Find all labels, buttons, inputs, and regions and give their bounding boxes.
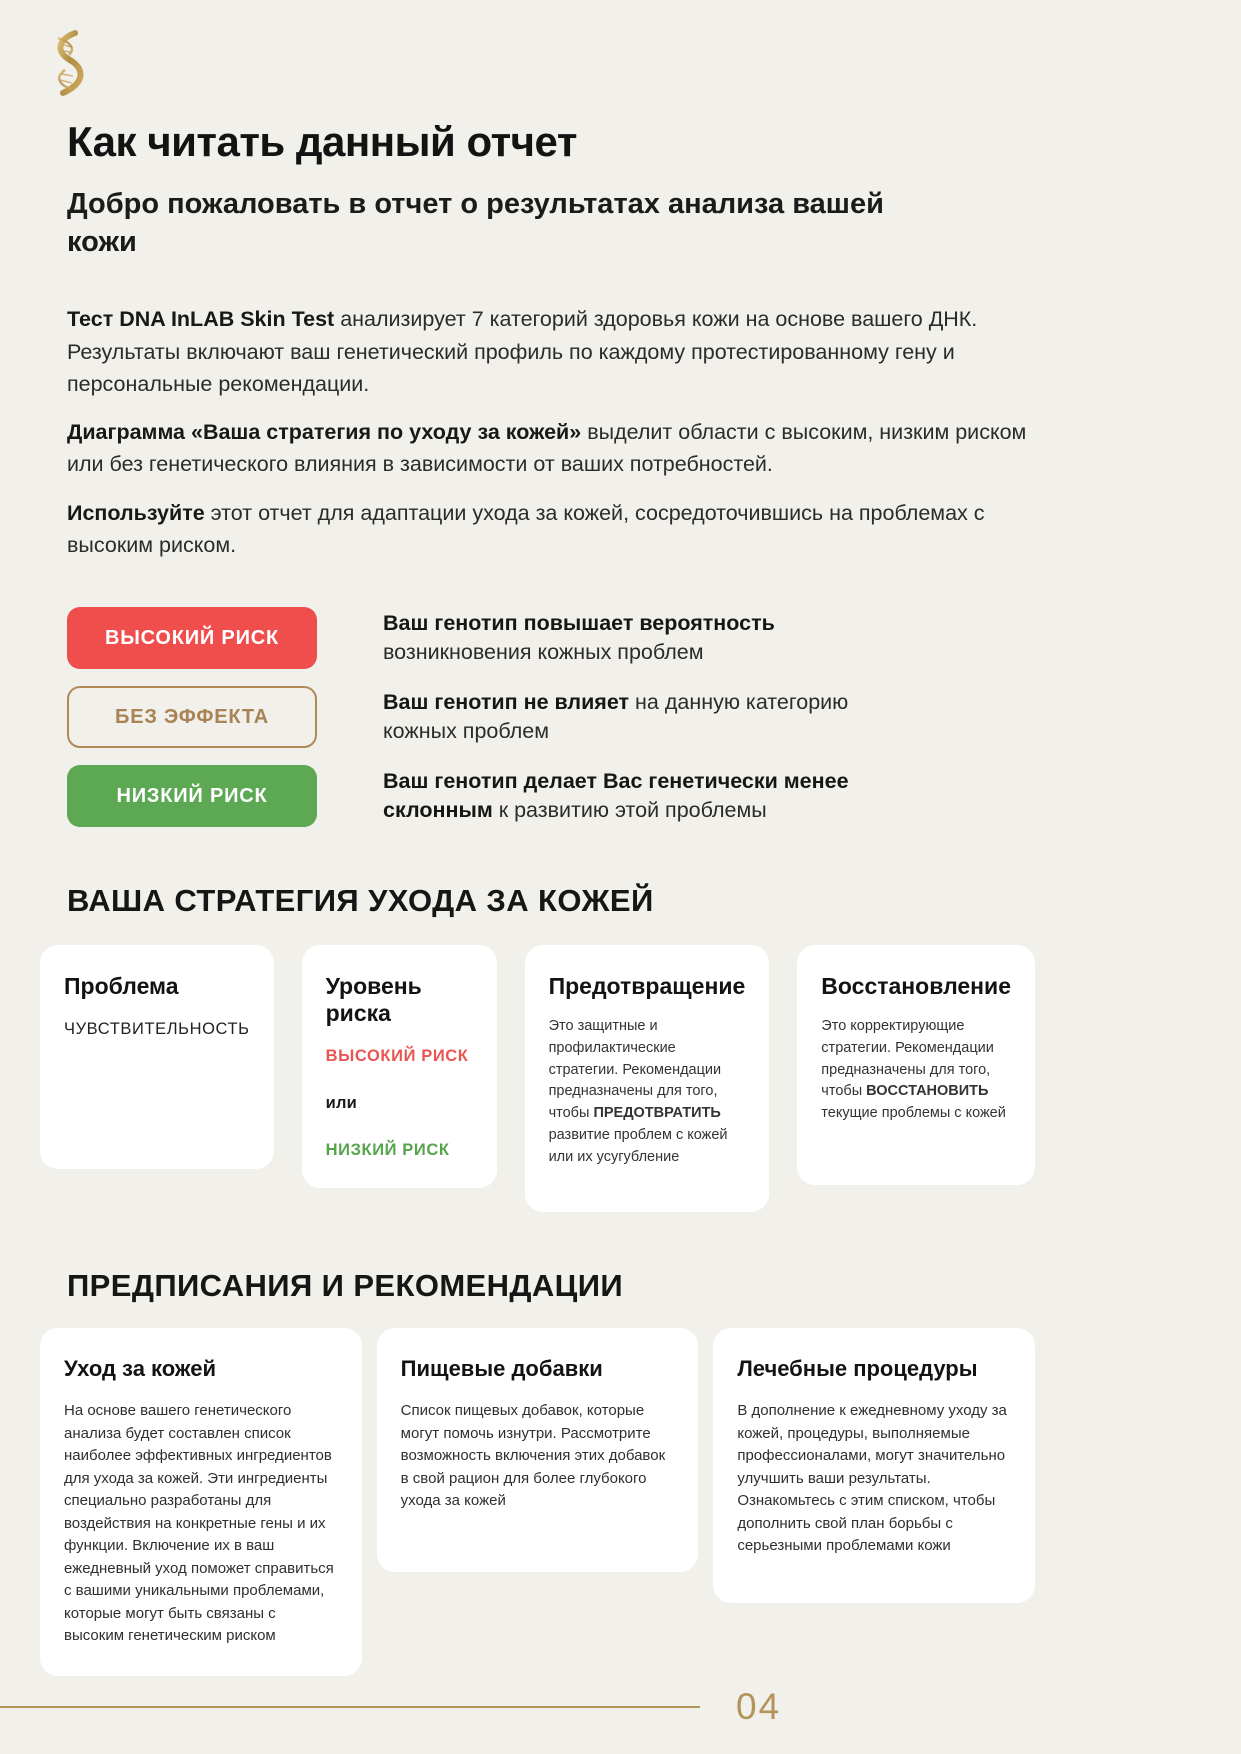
prescription-card-skincare-title: Уход за кожей: [64, 1356, 216, 1382]
prescription-card-skincare: [40, 1328, 362, 1676]
intro-paragraph-2-lead: Диаграмма «Ваша стратегия по уходу за кожей»: [67, 420, 582, 445]
prescription-card-supplements-title: Пищевые добавки: [400, 1356, 603, 1382]
strategy-card-problem: [40, 945, 274, 1169]
intro-paragraph-1: Тест DNA InLAB Skin Test анализирует 7 категорий здоровья кожи на основе вашего ДНК. Результаты включают ваш генетический профиль по каждому протестированному гену и персональные рекомендации.: [67, 307, 978, 396]
intro-paragraph-3-lead: Используйте: [67, 500, 205, 525]
prescription-card-treatments-body: В дополнение к ежедневному уходу за кожей, процедуры, выполняемые профессионалами, могут значительно улучшить ваши результаты. Ознакомьтесь с этим списком, чтобы дополнить свой план борьбы с серьезными проблемами кожи: [737, 1402, 1007, 1555]
strategy-card-risk-title: Уровень риска: [325, 973, 422, 1027]
strategy-section-heading: ВАША СТРАТЕГИЯ УХОДА ЗА КОЖЕЙ: [67, 883, 654, 919]
strategy-cards: [40, 945, 1035, 1212]
prescription-card-skincare-body: На основе вашего генетического анализа будет составлен список наиболее эффективных ингредиентов для ухода за кожей. Эти ингредиенты специально разработаны для воздействия на конкретные гены и их функции. Включение их в ваш ежедневный уход поможет справиться с вашими уникальными проблемами, которые могут быть связаны с высоким генетическим риском: [64, 1402, 334, 1645]
intro-paragraph-1-lead: Тест DNA InLAB Skin Test: [67, 307, 335, 332]
prescription-card-supplements-body: Список пищевых добавок, которые могут помочь изнутри. Рассмотрите возможность включения этих добавок в свой рацион для более глубокого ухода за кожей: [400, 1402, 666, 1510]
legend-row-no-effect: [67, 686, 1201, 748]
strategy-card-restoration-body: Это корректирующие стратегии. Рекомендации предназначены для того, чтобы ВОССТАНОВИТЬ текущие проблемы с кожей: [821, 1018, 1006, 1122]
page-subtitle: Добро пожаловать в отчет о результатах анализа вашей кожи: [67, 188, 884, 258]
risk-level-low-label: НИЗКИЙ РИСК: [325, 1141, 450, 1160]
strategy-card-restoration-title: Восстановление: [821, 973, 1011, 1000]
strategy-card-problem-value: ЧУВСТВИТЕЛЬНОСТЬ: [64, 1020, 250, 1039]
low-risk-badge: НИЗКИЙ РИСК: [67, 765, 317, 827]
prescription-card-treatments-title: Лечебные процедуры: [737, 1356, 978, 1382]
prescription-card-supplements: [377, 1328, 699, 1572]
risk-legend: [67, 607, 1201, 827]
high-risk-description: Ваш генотип повышает вероятность возникновения кожных проблем: [383, 611, 775, 665]
strategy-card-risk-level: [302, 945, 497, 1188]
dna-helix-logo-icon: [44, 30, 90, 96]
risk-level-or-label: или: [325, 1094, 357, 1113]
strategy-card-problem-title: Проблема: [64, 973, 179, 1000]
legend-row-low-risk: [67, 765, 1201, 827]
footer-divider: [0, 1706, 700, 1708]
strategy-card-prevention: [525, 945, 770, 1212]
no-effect-description: Ваш генотип не влияет на данную категорию кожных проблем: [383, 690, 849, 744]
no-effect-badge: БЕЗ ЭФФЕКТА: [67, 686, 317, 748]
strategy-card-prevention-body: Это защитные и профилактические стратегии. Рекомендации предназначены для того, чтобы ПРЕДОТВРАТИТЬ развитие проблем с кожей или их усугубление: [548, 1018, 728, 1165]
intro-paragraph-2: Диаграмма «Ваша стратегия по уходу за кожей» выделит области с высоким, низким риском или без генетического влияния в зависимости от ваших потребностей.: [67, 420, 1027, 477]
page-number: 04: [736, 1686, 782, 1727]
page-title: Как читать данный отчет: [67, 118, 577, 165]
strategy-card-prevention-title: Предотвращение: [548, 973, 746, 1000]
intro-paragraph-3: Используйте этот отчет для адаптации ухода за кожей, сосредоточившись на проблемах с высоким риском.: [67, 500, 985, 557]
low-risk-description: Ваш генотип делает Вас генетически менее склонным к развитию этой проблемы: [383, 769, 849, 823]
prescriptions-section-heading: ПРЕДПИСАНИЯ И РЕКОМЕНДАЦИИ: [67, 1268, 624, 1304]
legend-row-high-risk: [67, 607, 1201, 669]
strategy-card-restoration: [797, 945, 1035, 1185]
prescription-card-treatments: [713, 1328, 1035, 1603]
high-risk-badge: ВЫСОКИЙ РИСК: [67, 607, 317, 669]
prescriptions-cards: [40, 1328, 1035, 1676]
page-footer: [0, 1686, 1241, 1728]
risk-level-high-label: ВЫСОКИЙ РИСК: [325, 1047, 469, 1066]
